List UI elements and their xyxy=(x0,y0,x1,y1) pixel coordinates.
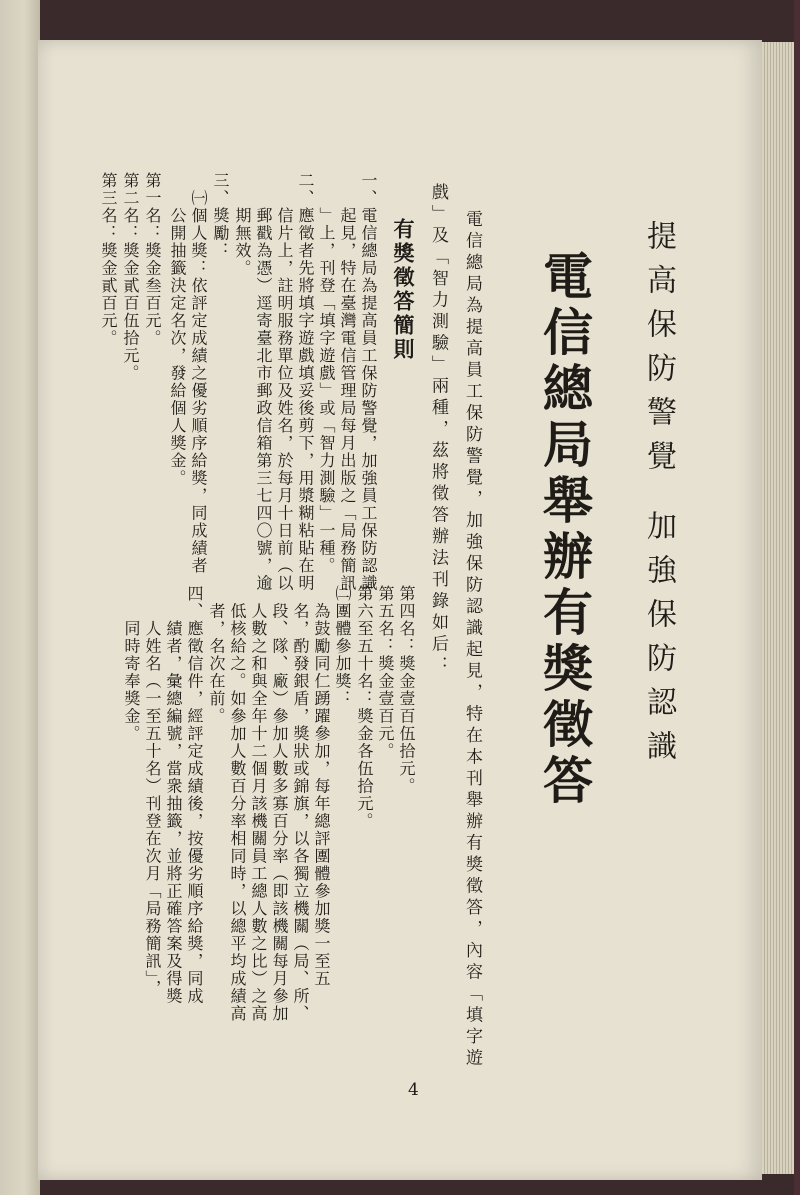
book-cover-edge xyxy=(794,0,800,1195)
upper-column: 一、電信總局為提高員工保防警覺，加強員工保防認識 xyxy=(359,172,378,592)
upper-column: 第二名：獎金貳百伍拾元。 xyxy=(121,172,140,382)
upper-column: 信片上，註明服務單位及姓名，於每月十日前（以 xyxy=(275,172,294,592)
upper-column: 期無效。 xyxy=(233,172,252,277)
upper-column: 公開抽籤決定名次，發給個人獎金。 xyxy=(168,172,187,487)
intro-line-2: 戲」及「智力測驗」兩種，茲將徵答辦法刊錄如后： xyxy=(428,183,448,678)
page-stack-edge xyxy=(762,42,794,1174)
rules-title: 有獎徵答簡則 xyxy=(391,218,416,362)
slogan-line-2: 加強保防認識 xyxy=(641,510,676,774)
previous-page-edge xyxy=(0,0,40,1195)
intro-line-1: 電信總局為提高員工保防警覺，加強保防認識起見，特在本刊舉辦有獎徵答，內容「填字遊 xyxy=(462,210,482,1070)
lower-column: 段、隊、廠）參加人數多寡百分率（即該機關每月參加 xyxy=(270,585,289,1023)
slogan-line-1: 提高保防警覺 xyxy=(641,220,676,484)
lower-column: 第五名：獎金壹百元。 xyxy=(376,585,395,760)
lower-column: 第六至五十名：獎金各伍拾元。 xyxy=(355,585,374,830)
page-number: 4 xyxy=(408,1080,419,1100)
upper-column: 起見，特在臺灣電信管理局每月出版之「局務簡訊 xyxy=(338,172,357,592)
lower-column: 同時寄奉獎金。 xyxy=(122,585,141,743)
upper-column: 第一名：獎金叁百元。 xyxy=(143,172,162,347)
ghost-text-bottom xyxy=(6,640,32,1080)
ghost-text-top xyxy=(6,40,32,600)
lower-column: 四、應徵信件，經評定成績後，按優劣順序給獎，同成 xyxy=(185,585,204,1005)
document-page xyxy=(38,40,762,1180)
lower-column: 名，酌發銀盾，獎狀或錦旗，以各獨立機關（局、所、 xyxy=(291,585,310,1023)
lower-column: 績者，彙總編號，當衆抽籤，並將正確答案及得獎 xyxy=(164,585,183,1005)
lower-column: 者，名次在前。 xyxy=(207,585,226,725)
lower-column: ㈡團體參加獎： xyxy=(333,585,352,708)
upper-column: 三、獎勵： xyxy=(211,172,230,260)
upper-column: 二、應徵者先將填字遊戲填妥後剪下，用漿糊粘貼在明 xyxy=(296,172,315,592)
upper-column: ㈠個人獎：依評定成績之優劣順序給獎，同成績者 xyxy=(189,172,208,575)
lower-column: 低核給之。如參加人數百分率相同時，以總平均成績高 xyxy=(228,585,247,1023)
lower-column: 人數之和與全年十二個月該機關員工總人數之比）之高 xyxy=(249,585,268,1023)
main-title: 電信總局舉辦有獎徵答 xyxy=(535,250,594,810)
upper-column: 郵戳為憑）逕寄臺北市郵政信箱第三七四〇號，逾 xyxy=(254,172,273,592)
lower-column: 第四名：獎金壹百伍拾元。 xyxy=(397,585,416,795)
upper-column: 」上，刊登「填字遊戲」或「智力測驗」一種。 xyxy=(317,172,336,575)
upper-column: 第三名：獎金貳百元。 xyxy=(99,172,118,347)
lower-column: 為鼓勵同仁踴躍參加，每年總評團體參加獎一至五 xyxy=(312,585,331,988)
lower-column: 人姓名（一至五十名）刊登在次月「局務簡訊」， xyxy=(143,585,162,997)
